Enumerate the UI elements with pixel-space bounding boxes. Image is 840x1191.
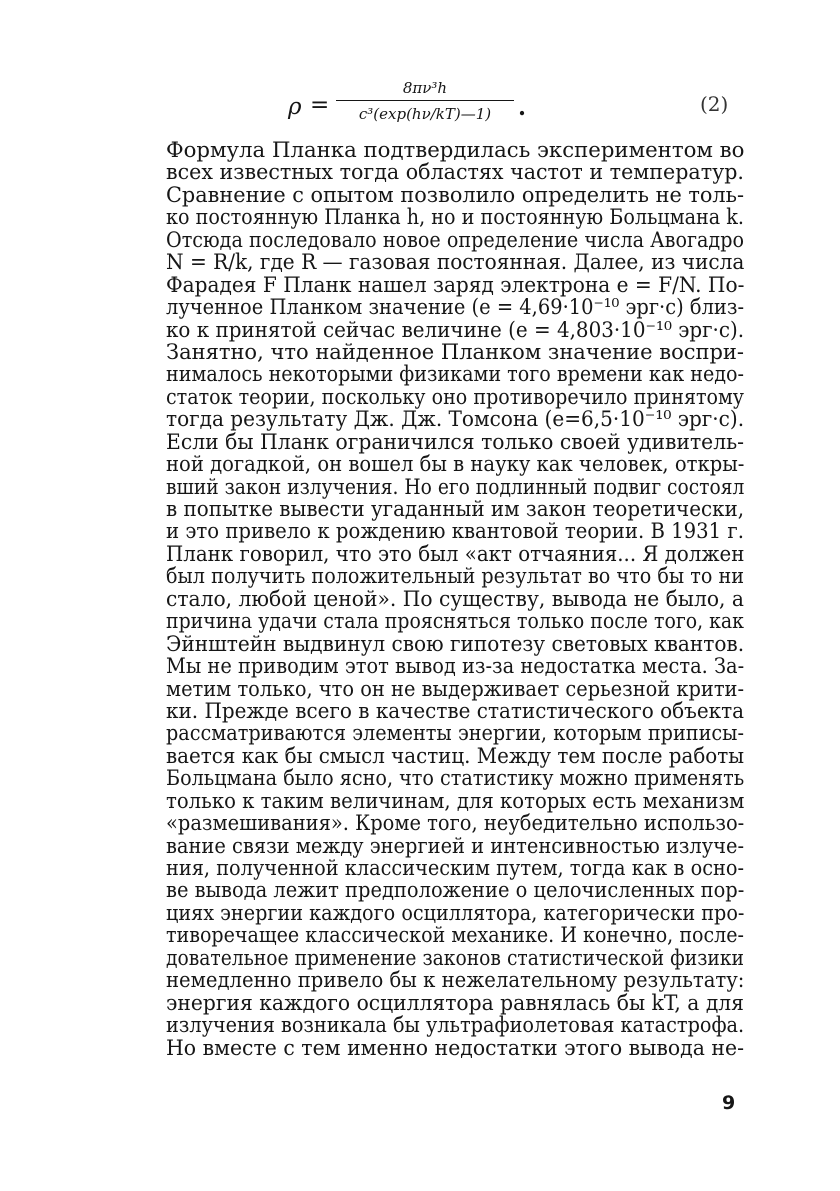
formula-numerator: 8πν³h [402,79,448,97]
text-line: довательное применение законов статистической физики [166,945,744,971]
page-number: 9 [722,1092,736,1114]
planck-formula [280,78,540,134]
text-line: рассматриваются элементы энергии, которым приписы- [166,721,744,747]
text-line: всех известных тогда областях частот и температур. [166,160,744,186]
text-line: «размешивания». Кроме того, неубедительно использо- [166,811,745,837]
text-line: циях энергии каждого осциллятора, категорически про- [166,900,745,926]
text-line: излучения возникала бы ультрафиолетовая катастрофа. [166,1013,745,1039]
equation-number: (2) [700,92,729,116]
text-line: стало, любой ценой». По существу, вывода не было, а [166,586,745,612]
text-line: N = R/k, где R — газовая постоянная. Далее, из числа [166,250,745,276]
text-line: энергия каждого осциллятора равнялась бы kT, а для [166,990,744,1016]
formula-lhs: ρ [288,94,302,120]
text-line: Но вместе с тем именно недостатки этого вывода не- [166,1035,745,1061]
text-line: Эйнштейн выдвинул свою гипотезу световых квантов. [166,631,745,657]
text-line: ве вывода лежит предположение о целочисленных пор- [166,878,745,904]
body-text [166,140,744,1060]
formula-period: . [518,94,527,121]
text-line: только к таким величинам, для которых есть механизм [166,788,745,814]
text-line: тогда результату Дж. Дж. Томсона (e=6,5·10⁻¹⁰ эрг·с). [166,407,745,433]
text-line: Формула Планка подтвердилась экспериментом во [166,138,745,163]
text-line: нималось некоторыми физиками того времени как недо- [166,362,745,388]
text-line: немедленно привело бы к нежелательному результату: [166,968,745,994]
text-line: Сравнение с опытом позволило определить не толь- [166,182,745,208]
text-line: ко к принятой сейчас величине (e = 4,803·10⁻¹⁰ эрг·с). [166,317,745,343]
text-line: метим только, что он не выдерживает серьезной крити- [166,676,745,702]
formula-fraction [336,78,514,124]
text-line: Занятно, что найденное Планком значение воспри- [166,339,744,365]
text-line: лученное Планком значение (e = 4,69·10⁻¹⁰ эрг·с) близ- [166,295,745,321]
text-line: и это привело к рождению квантовой теории. В 1931 г. [166,519,744,545]
text-line: ки. Прежде всего в качестве статистического объекта [166,698,745,724]
text-line: вание связи между энергией и интенсивностью излуче- [166,833,745,859]
formula-denominator: c³(exp(hν/kT)—1) [358,105,492,123]
text-line: ния, полученной классическим путем, тогда как в осно- [166,856,744,881]
text-line: в попытке вывести угаданный им закон теоретически, [166,497,745,522]
text-line: вается как бы смысл частиц. Между тем после работы [166,743,745,769]
text-line: Отсюда последовало новое определение числа Авогадро [166,227,744,253]
text-line: причина удачи стала проясняться только после того, как [166,609,744,635]
text-line: Если бы Планк ограничился только своей удивитель- [166,429,745,455]
text-line: Больцмана было ясно, что статистику можно применять [166,766,745,792]
text-line: ной догадкой, он вошел бы в науку как человек, откры- [166,452,745,478]
text-line: Планк говорил, что это был «акт отчаяния... Я должен [166,541,745,567]
text-line: Мы не приводим этот вывод из-за недостатка места. За- [166,654,745,680]
text-line: Фарадея F Планк нашел заряд электрона e = F/N. По- [166,272,745,298]
formula-equals: = [310,92,330,118]
text-line: был получить положительный результат во что бы то ни [166,564,745,590]
text-line: статок теории, поскольку оно противоречило принятому [166,384,744,410]
text-line: тиворечащее классической механике. И конечно, после- [166,923,744,949]
fraction-bar [336,100,514,101]
text-line: вший закон излучения. Но его подлинный подвиг состоял [166,474,745,500]
text-line: ко постоянную Планка h, но и постоянную Больцмана k. [166,205,744,231]
